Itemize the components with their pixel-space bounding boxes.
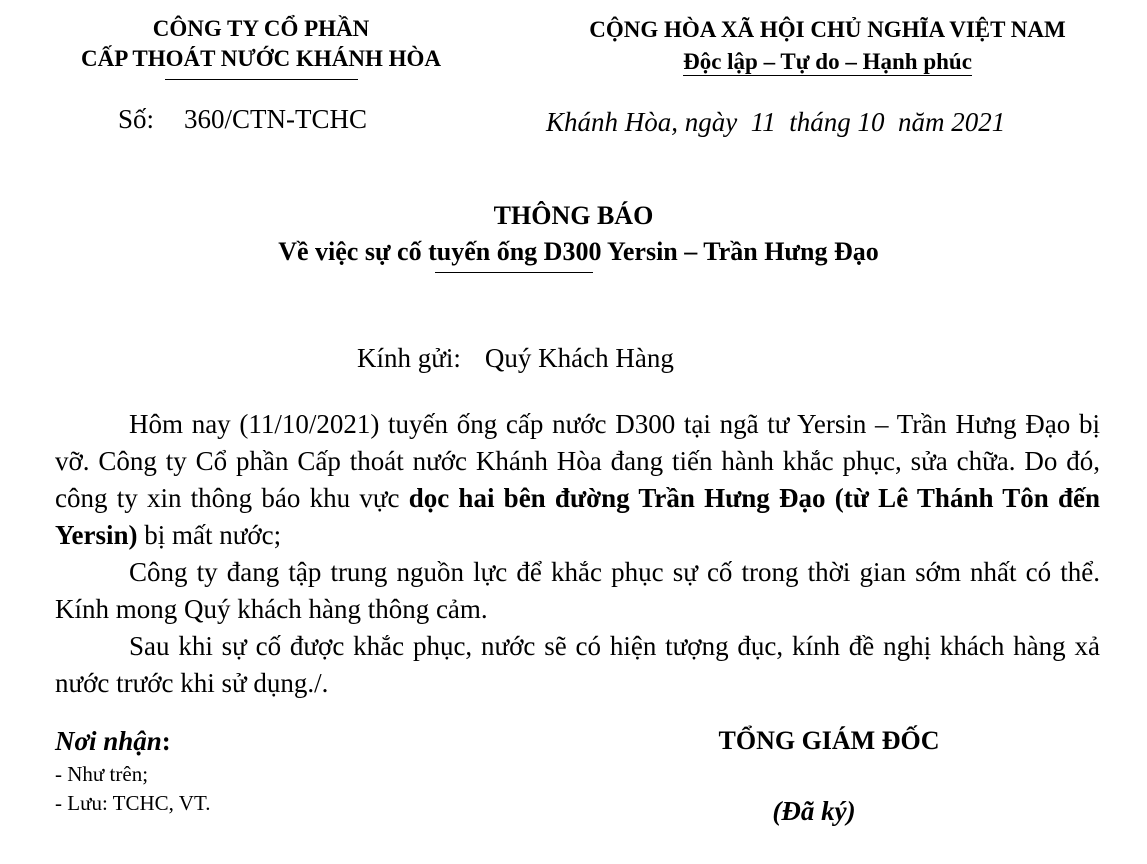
document-subtitle: Về việc sự cố tuyến ống D300 Yersin – Trần Hưng Đạo (278, 237, 879, 266)
body-paragraph-2: Công ty đang tập trung nguồn lực để khắc phục sự cố trong thời gian sớm nhất có thể. Kính mong Quý khách hàng thông cảm. (55, 557, 1100, 624)
affected-area: dọc hai bên đường Trần Hưng Đạo (từ Lê Thánh Tôn đến Yersin) (55, 483, 1100, 550)
place-and-date: Khánh Hòa, ngày 11 tháng 10 năm 2021 (546, 107, 1006, 137)
recipients-heading (55, 724, 171, 758)
body-paragraph-1-end: bị mất nước; (137, 520, 282, 550)
recipient-name: Quý Khách Hàng (484, 343, 674, 373)
signed-note: (Đã ký) (772, 796, 856, 826)
recipients-heading-colon: : (161, 726, 171, 756)
recipient-item-2: - Lưu: TCHC, VT. (55, 791, 211, 815)
national-title: CỘNG HÒA XÃ HỘI CHỦ NGHĨA VIỆT NAM (589, 17, 1066, 42)
body-paragraph-1 (55, 406, 1100, 554)
organization-name-line-2: CẤP THOÁT NƯỚC KHÁNH HÒA (81, 46, 441, 71)
title-underline (435, 272, 593, 273)
document-title: THÔNG BÁO (493, 201, 654, 230)
organization-name (40, 14, 482, 74)
recipient-label: Kính gửi: (357, 343, 461, 373)
document-number (118, 102, 367, 136)
signer-title: TỔNG GIÁM ĐỐC (718, 726, 940, 755)
national-motto: Độc lập – Tự do – Hạnh phúc (683, 49, 972, 74)
document-number-label: Số: (118, 104, 155, 134)
recipient-line (357, 340, 674, 376)
recipients-heading-label: Nơi nhận (55, 726, 162, 756)
body-paragraph-1-start: Hôm nay (11/10/2021) tuyến ống cấp nước D300 tại ngã tư Yersin – Trần Hưng Đạo bị vỡ. Công ty Cổ phần Cấp thoát nước Khánh Hòa đang tiến hành khắc phục, sửa chữa. Do đó, công ty xin thông báo khu vực (55, 409, 1100, 513)
organization-underline (165, 79, 358, 80)
national-heading (520, 14, 1135, 78)
organization-name-line-1: CÔNG TY CỔ PHẦN (152, 16, 370, 41)
body-paragraph-3: Sau khi sự cố được khắc phục, nước sẽ có hiện tượng đục, kính đề nghị khách hàng xả nước trước khi sử dụng./. (55, 631, 1100, 698)
recipient-item-1: - Như trên; (55, 762, 149, 786)
document-number-value: 360/CTN-TCHC (184, 104, 368, 134)
notice-body (55, 406, 1100, 702)
